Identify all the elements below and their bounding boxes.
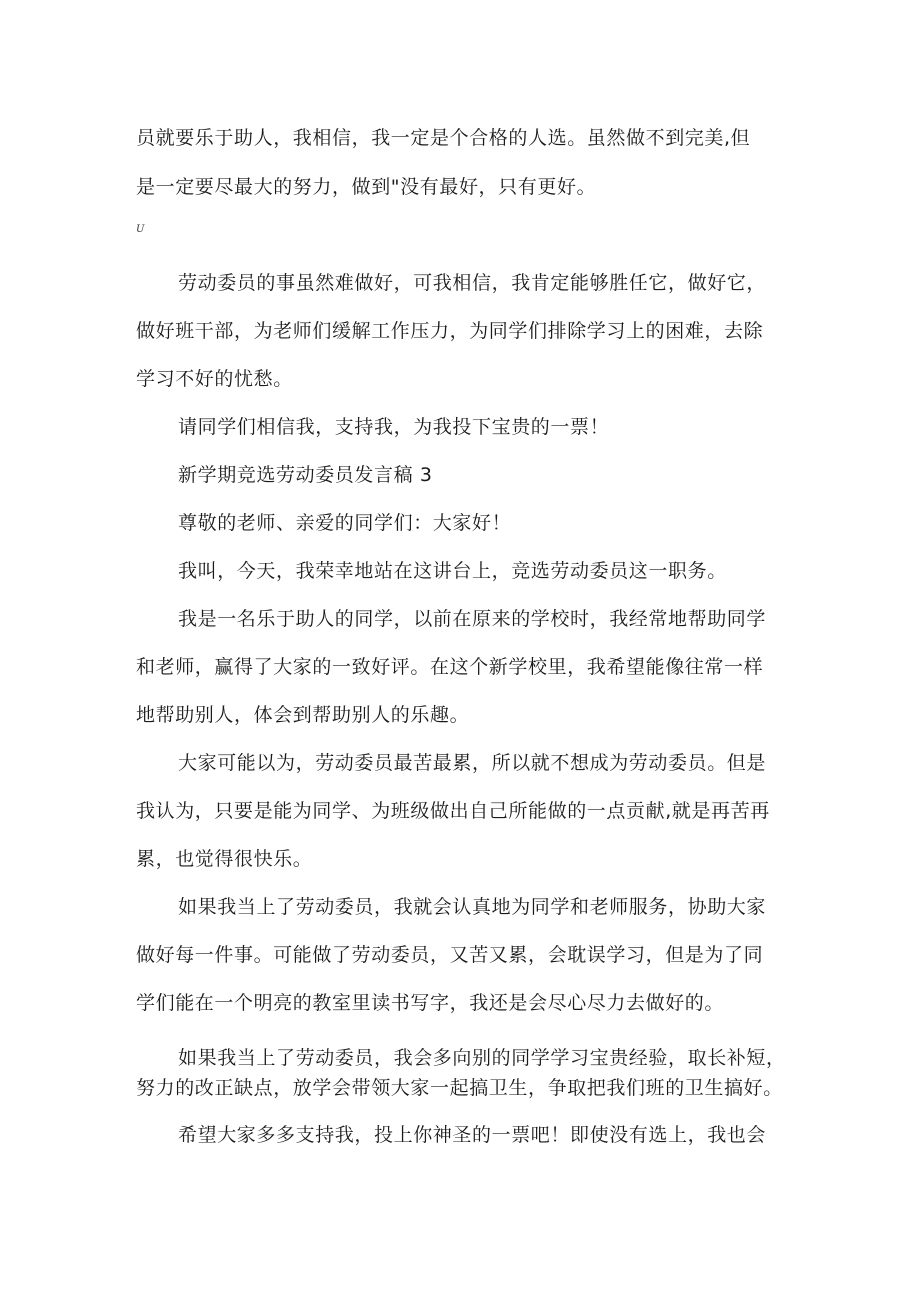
greeting-line: 尊敬的老师、亲爱的同学们：大家好！ xyxy=(178,512,512,534)
text-line: 学习不好的忧愁。 xyxy=(136,368,293,390)
text-line: 做好班干部，为老师们缓解工作压力，为同学们排除学习上的困难，去除 xyxy=(136,320,764,342)
text-line: 我认为，只要是能为同学、为班级做出自己所能做的一点贡献,就是再苦再 xyxy=(136,800,770,822)
stray-mark: U xyxy=(136,224,145,235)
paragraph-start-line: 我是一名乐于助人的同学，以前在原来的学校时，我经常地帮助同学 xyxy=(178,608,767,630)
paragraph-start-line: 如果我当上了劳动委员，我就会认真地为同学和老师服务，协助大家 xyxy=(178,896,767,918)
section-heading: 新学期竞选劳动委员发言稿 3 xyxy=(178,464,433,486)
paragraph-start-line: 希望大家多多支持我，投上你神圣的一票吧！即使没有选上，我也会 xyxy=(178,1124,767,1146)
text-line: 员就要乐于助人，我相信，我一定是个合格的人选。虽然做不到完美,但 xyxy=(136,127,751,149)
text-line: 做好每一件事。可能做了劳动委员，又苦又累，会耽误学习，但是为了同 xyxy=(136,944,764,966)
paragraph-start-line: 劳动委员的事虽然难做好，可我相信，我肯定能够胜任它，做好它， xyxy=(178,272,767,294)
text-line: 努力的改正缺点，放学会带领大家一起搞卫生，争取把我们班的卫生搞好。 xyxy=(136,1077,783,1099)
paragraph-start-line: 如果我当上了劳动委员，我会多向别的同学学习宝贵经验，取长补短， xyxy=(178,1047,786,1069)
paragraph-start-line: 请同学们相信我，支持我，为我投下宝贵的一票！ xyxy=(178,416,610,438)
text-line: 和老师，赢得了大家的一致好评。在这个新学校里，我希望能像往常一样 xyxy=(136,656,764,678)
text-line: 学们能在一个明亮的教室里读书写字，我还是会尽心尽力去做好的。 xyxy=(136,992,725,1014)
text-line: 累，也觉得很快乐。 xyxy=(136,848,313,870)
paragraph-start-line: 我叫，今天，我荣幸地站在这讲台上，竞选劳动委员这一职务。 xyxy=(178,560,727,582)
text-line: 是一定要尽最大的努力，做到"没有最好，只有更好。 xyxy=(136,176,597,198)
paragraph-start-line: 大家可能以为，劳动委员最苦最累，所以就不想成为劳动委员。但是 xyxy=(178,752,767,774)
text-line: 地帮助别人，体会到帮助别人的乐趣。 xyxy=(136,704,470,726)
